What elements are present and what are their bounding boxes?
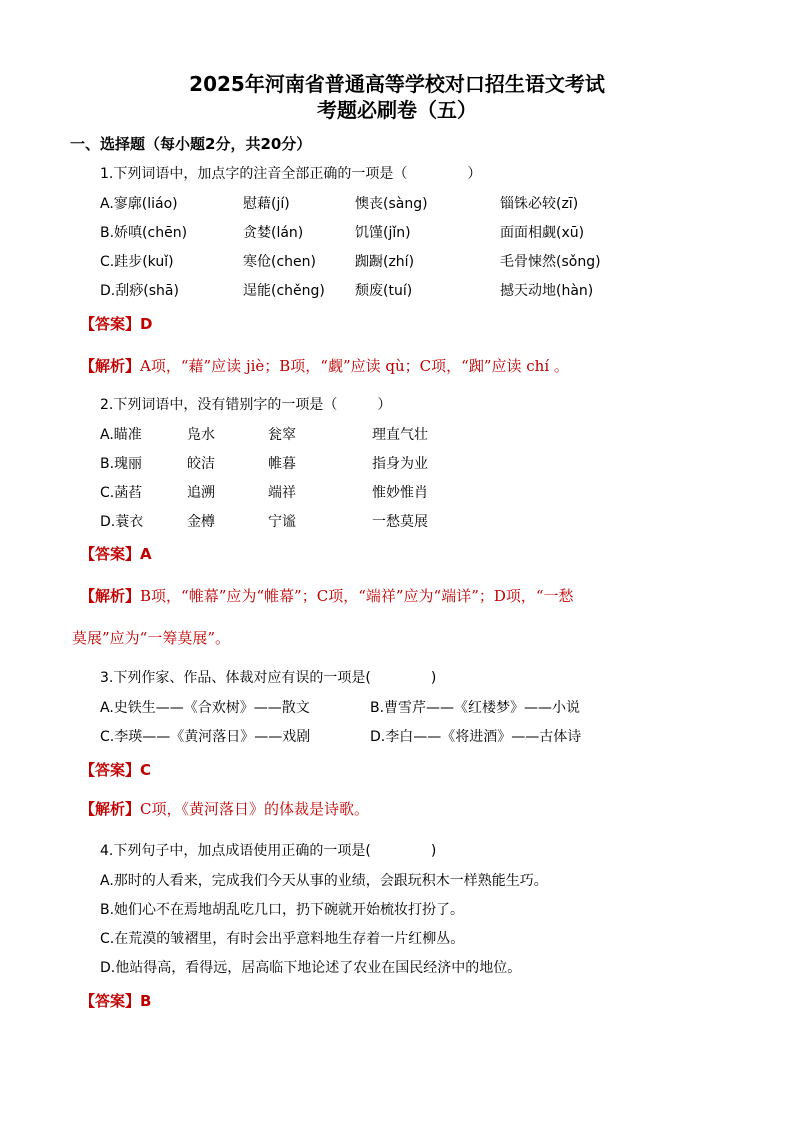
option-cell: 毛骨悚然(sǒng) xyxy=(500,254,601,270)
option-cell: 金樽 xyxy=(187,514,215,530)
option-cell: 追溯 xyxy=(187,485,215,501)
question-4-stem: 4.下列句子中，加点成语使用正确的一项是( ) xyxy=(100,843,437,859)
option-cell: 踟蹰(zhí) xyxy=(355,254,415,270)
option-cell: 帷暮 xyxy=(268,456,296,472)
page-subtitle: 考题必刷卷（五） xyxy=(317,98,477,122)
option-cell: D.刮痧(shā) xyxy=(100,283,179,299)
page-title: 2025年河南省普通高等学校对口招生语文考试 xyxy=(189,72,605,96)
option-cell: C.菡萏 xyxy=(100,485,143,501)
option-cell: D.李白——《将进酒》——古体诗 xyxy=(370,729,582,745)
question-1-stem: 1.下列词语中，加点字的注音全部正确的一项是（ ） xyxy=(100,166,482,182)
option-cell: B.娇嗔(chēn) xyxy=(100,225,188,241)
option-cell: D.蓑衣 xyxy=(100,514,144,530)
option-line: B.她们心不在焉地胡乱吃几口，扔下碗就开始梳妆打扮了。 xyxy=(100,902,465,918)
section-heading: 一、选择题（每小题2分，共20分） xyxy=(70,135,312,153)
option-cell: B.曹雪芹——《红楼梦》——小说 xyxy=(370,700,581,716)
question-3-stem: 3.下列作家、作品、体裁对应有误的一项是( ) xyxy=(100,670,437,686)
option-cell: 凫水 xyxy=(187,427,215,443)
option-cell: 寒伧(chen) xyxy=(243,254,316,270)
option-cell: B.瑰丽 xyxy=(100,456,143,472)
option-cell: 逞能(chěng) xyxy=(243,283,325,299)
option-cell: 端祥 xyxy=(268,485,296,501)
option-cell: C.李瑛——《黄河落日》——戏剧 xyxy=(100,729,311,745)
option-cell: 饥馑(jǐn) xyxy=(355,225,411,241)
option-cell: 面面相觑(xū) xyxy=(500,225,585,241)
question-4-answer: 【答案】B xyxy=(80,992,152,1010)
option-cell: 惟妙惟肖 xyxy=(372,485,428,501)
question-2-answer: 【答案】A xyxy=(80,545,152,563)
option-line: A.那时的人看来，完成我们今天从事的业绩，会跟玩积木一样熟能生巧。 xyxy=(100,873,548,889)
question-3-analysis: 【解析】C项，《黄河落日》的体裁是诗歌。 xyxy=(80,800,369,818)
option-cell: A.寥廓(liáo) xyxy=(100,196,178,212)
option-line: D.他站得高，看得远，居高临下地论述了农业在国民经济中的地位。 xyxy=(100,960,522,976)
question-2-analysis: 【解析】B项，“帷幕”应为“帷幕”；C项，“端祥”应为“端详”；D项，“一愁 莫展”应为“一筹莫展”。 xyxy=(72,587,574,647)
option-cell: 懊丧(sàng) xyxy=(355,196,428,212)
option-cell: 撼天动地(hàn) xyxy=(500,283,594,299)
option-cell: 慰藉(jí) xyxy=(243,196,290,212)
option-cell: 指身为业 xyxy=(372,456,428,472)
question-2-stem: 2.下列词语中，没有错别字的一项是（ ） xyxy=(100,397,392,413)
question-3-answer: 【答案】C xyxy=(80,761,152,779)
question-1-analysis: 【解析】A项，“藉”应读 jiè；B项，“觑”应读 qù；C项，“踟”应读 chí 。 xyxy=(80,357,569,375)
option-cell: 宁谧 xyxy=(268,514,296,530)
option-cell: C.跬步(kuǐ) xyxy=(100,254,174,270)
option-cell: 贪婪(lán) xyxy=(243,225,304,241)
question-1-answer: 【答案】D xyxy=(80,315,153,333)
option-cell: A.瞄准 xyxy=(100,427,142,443)
option-line: C.在荒漠的皱褶里，有时会出乎意料地生存着一片红柳丛。 xyxy=(100,931,465,947)
option-cell: A.史铁生——《合欢树》——散文 xyxy=(100,700,310,716)
option-cell: 理直气壮 xyxy=(372,427,428,443)
option-cell: 一愁莫展 xyxy=(372,514,428,530)
option-cell: 颓废(tuí) xyxy=(355,283,413,299)
option-cell: 锱铢必较(zī) xyxy=(500,196,579,212)
option-cell: 皎洁 xyxy=(187,456,215,472)
option-cell: 瓮窣 xyxy=(268,427,296,443)
